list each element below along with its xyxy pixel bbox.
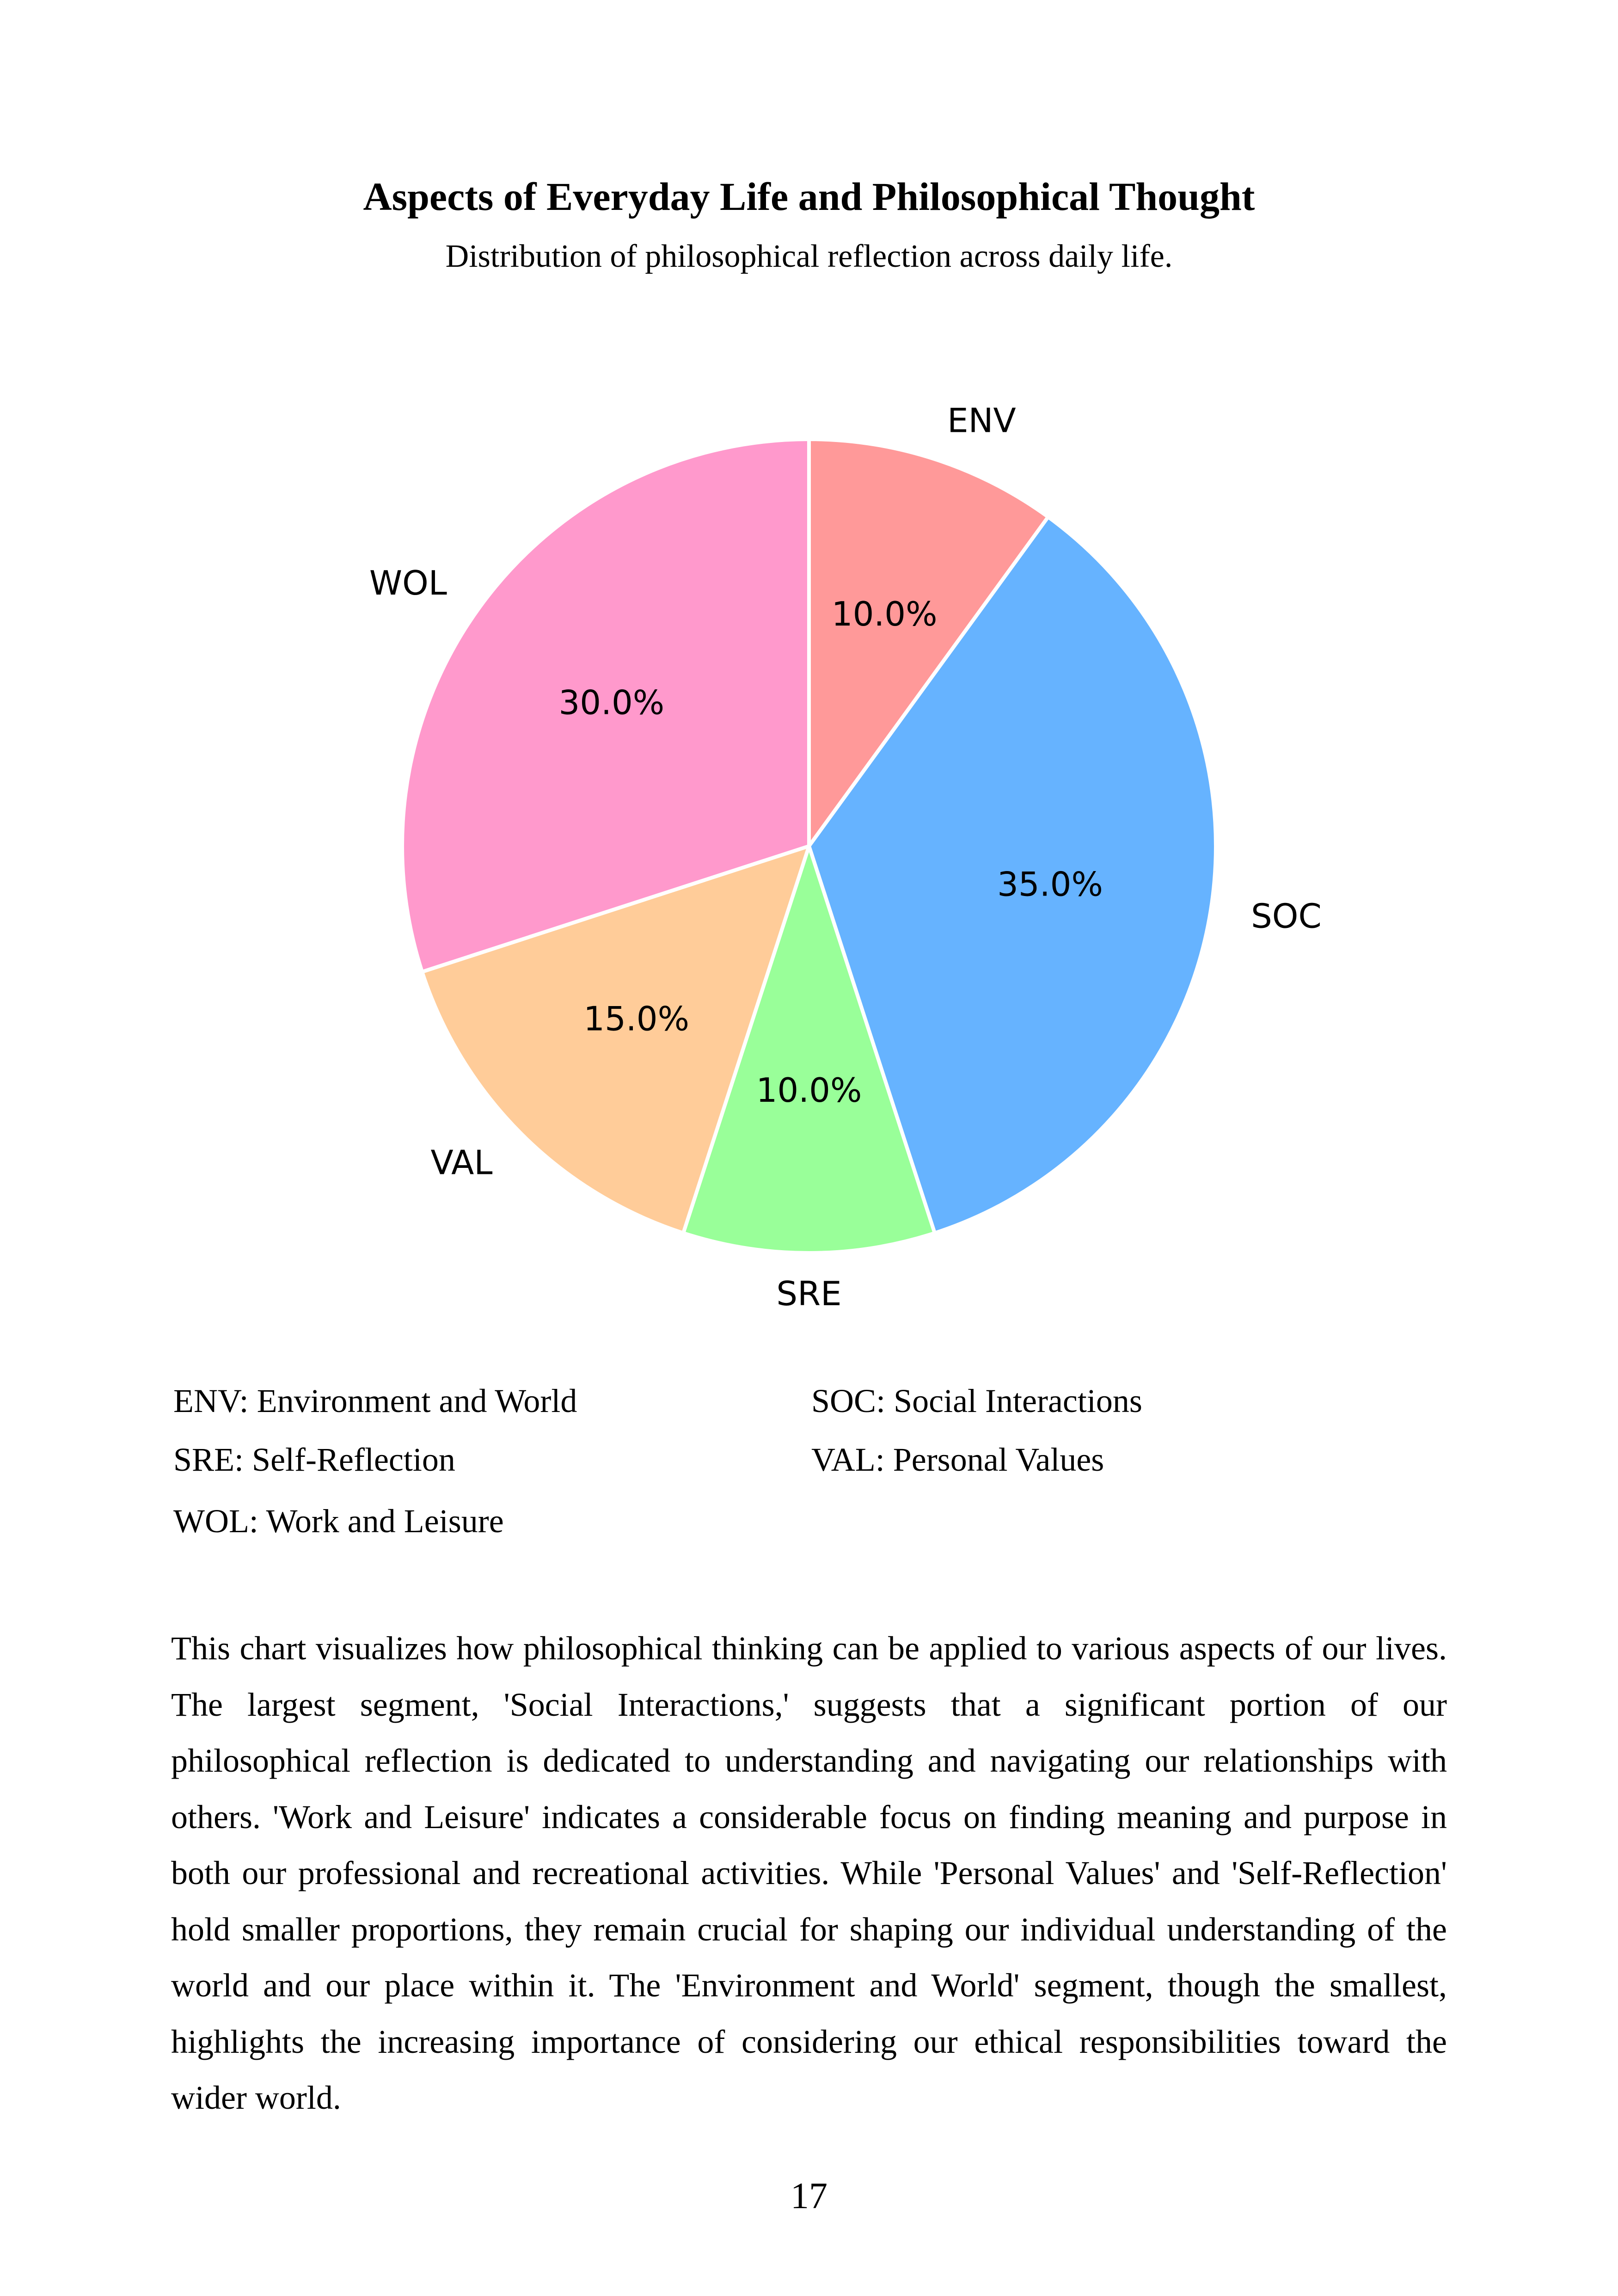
page-number: 17	[791, 2176, 827, 2216]
legend-item-soc: SOC: Social Interactions	[811, 1382, 1142, 1419]
legend-item-val: VAL: Personal Values	[811, 1441, 1104, 1478]
pie-category-label-wol: WOL	[369, 564, 447, 603]
pie-category-label-sre: SRE	[776, 1274, 842, 1313]
legend-item-env: ENV: Environment and World	[173, 1382, 577, 1419]
pie-percentage-label-sre: 10.0%	[756, 1071, 862, 1110]
pie-category-label-soc: SOC	[1251, 896, 1322, 936]
pie-percentage-label-val: 15.0%	[583, 999, 690, 1038]
pie-percentage-label-env: 10.0%	[831, 594, 938, 633]
pie-percentage-label-soc: 35.0%	[997, 865, 1103, 904]
pie-category-label-val: VAL	[430, 1143, 493, 1182]
chart-title: Aspects of Everyday Life and Philosophical Thought	[363, 174, 1255, 219]
legend-item-sre: SRE: Self-Reflection	[173, 1441, 455, 1478]
chart-description: This chart visualizes how philosophical thinking can be applied to various aspects of our lives. The largest segment, 'Social Interactions,' suggests that a significant portion of our philosophical reflection is dedicated to understanding and navigating our relationships with others. 'Work and Leisure' indicates a considerable focus on finding meaning and purpose in both our professional and recreational activities. While 'Personal Values' and 'Self-Reflection' hold smaller proportions, they remain crucial for shaping our individual understanding of the world and our place within it. The 'Environment and World' segment, though the smallest, highlights the increasing importance of considering our ethical responsibilities toward the wider world.	[171, 1630, 1447, 2116]
chart-subtitle: Distribution of philosophical reflection across daily life.	[445, 239, 1173, 274]
legend-item-wol: WOL: Work and Leisure	[173, 1503, 504, 1540]
pie-percentage-label-wol: 30.0%	[558, 683, 665, 722]
pie-slices	[402, 439, 1216, 1253]
pie-category-label-env: ENV	[947, 401, 1016, 440]
